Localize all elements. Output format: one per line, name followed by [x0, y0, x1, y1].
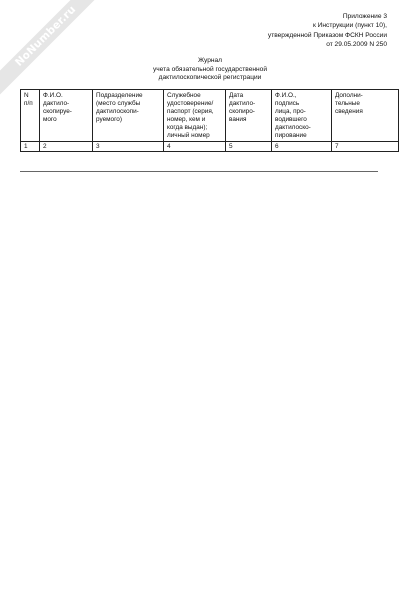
header-text-line: Дата: [229, 92, 244, 99]
header-text-line: сведения: [335, 107, 363, 115]
header-text-line: лица, про-: [275, 107, 306, 115]
header-text-line: вания: [229, 115, 247, 123]
header-cell-id-document: [164, 90, 226, 142]
column-number-cell: 4: [164, 142, 226, 152]
header-text-line: номер, кем и: [167, 115, 206, 123]
header-text-line: Дополни-: [335, 92, 363, 99]
header-text-line: личный номер: [167, 131, 210, 139]
header-text-line: дактилоскопи-: [96, 107, 139, 115]
column-number-cell: 6: [272, 142, 332, 152]
header-text-line: Ф.И.О.: [43, 92, 63, 99]
column-number-cell: 1: [21, 142, 40, 152]
header-text-line: скопиро-: [229, 107, 255, 115]
column-number-cell: 2: [40, 142, 93, 152]
header-text-line: когда выдан);: [167, 123, 208, 131]
column-number-cell: 7: [332, 142, 399, 152]
header-cell-number: [21, 90, 40, 142]
header-text-line: дактило-: [43, 99, 70, 107]
column-number-cell: 5: [226, 142, 272, 152]
header-text-line: (место службы: [96, 99, 141, 107]
journal-title: [0, 57, 420, 83]
header-text-line: скопируе-: [43, 107, 72, 115]
header-cell-date: [226, 90, 272, 142]
title-line: Журнал: [197, 57, 223, 64]
header-text-line: водившего: [275, 115, 307, 123]
header-cell-additional-info: [332, 90, 399, 142]
header-text-line: пирование: [275, 131, 307, 139]
title-line: учета обязательной государственной: [152, 65, 268, 73]
header-text-line: N: [24, 92, 29, 99]
journal-table: [20, 89, 399, 152]
header-cell-officer: [272, 90, 332, 142]
header-text-line: Ф.И.О.,: [275, 92, 297, 99]
header-text-line: Подразделение: [96, 92, 143, 99]
header-text-line: дактило-: [229, 99, 256, 107]
header-text-line: паспорт (серия,: [167, 107, 214, 115]
appendix-reference: [167, 12, 387, 49]
header-text-line: мого: [43, 115, 57, 123]
appendix-line: утвержденной Приказом ФСКН России: [267, 31, 387, 39]
header-text-line: п/п: [24, 99, 33, 107]
appendix-line: от 29.05.2009 N 250: [326, 40, 387, 48]
header-row: [21, 90, 399, 142]
column-number-row: [21, 142, 399, 152]
header-text-line: руемого): [96, 115, 122, 123]
header-text-line: тельные: [335, 99, 360, 107]
header-text-line: подпись: [275, 99, 300, 107]
title-line: дактилоскопической регистрации: [158, 74, 262, 82]
header-text-line: Служебное: [167, 92, 201, 99]
bottom-rule: [20, 171, 378, 172]
header-cell-unit: [93, 90, 164, 142]
appendix-line: Приложение 3: [342, 13, 387, 20]
appendix-line: к Инструкции (пункт 10),: [312, 22, 387, 30]
header-cell-full-name: [40, 90, 93, 142]
header-text-line: дактилоско-: [275, 123, 311, 131]
column-number-cell: 3: [93, 142, 164, 152]
header-text-line: удостоверение/: [167, 99, 214, 107]
watermark-text: NoNumber.ru: [0, 0, 109, 99]
